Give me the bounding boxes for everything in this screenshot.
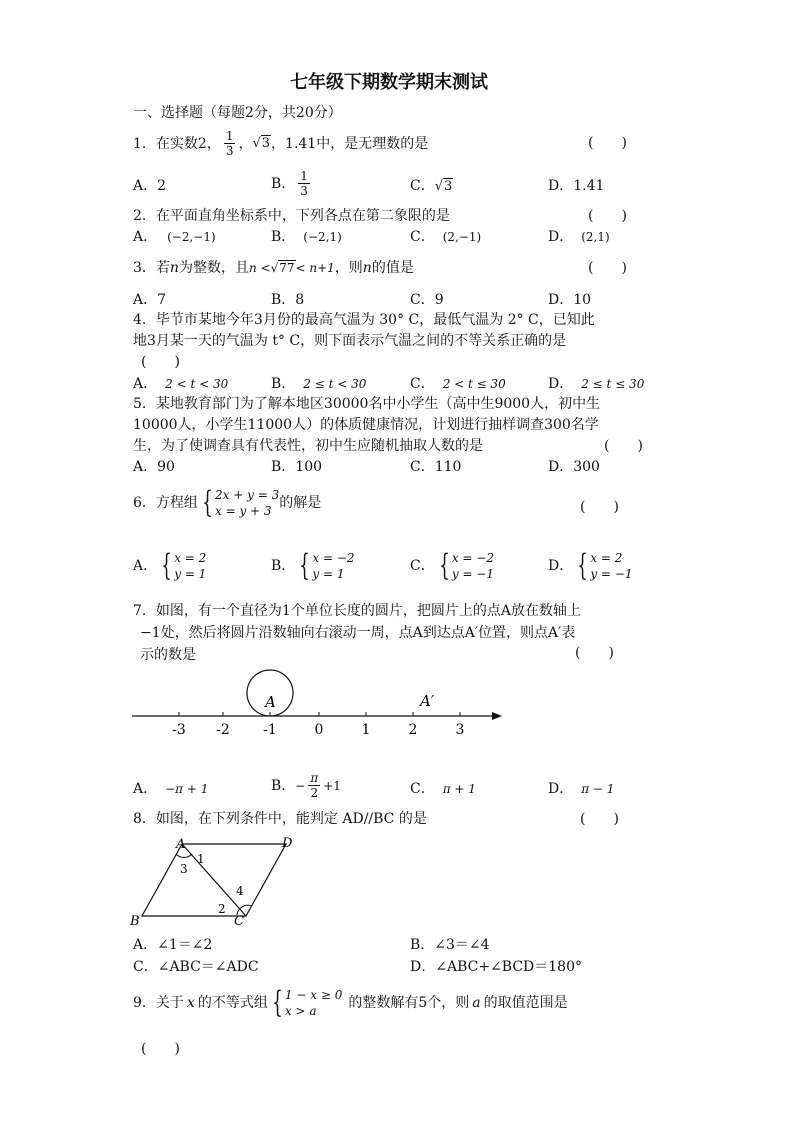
angle-1-label: 1 (197, 852, 205, 866)
option-c: C． π + 1 (410, 781, 476, 797)
option-b: B． − $\frac{\pi}{2}$ +1 (271, 771, 341, 800)
vertex-b-label: B (130, 914, 140, 929)
answer-paren: ( ) (588, 135, 627, 151)
answer-paren: ( ) (575, 645, 614, 661)
option-d: D．∠ABC+∠BCD＝180° (410, 959, 582, 975)
option-d: D．10 (548, 292, 592, 308)
vertex-c-label: C (234, 914, 244, 929)
question-3: 3．若 n 为整数，且 n < √77 < n+1 ，则 n 的值是 (133, 260, 414, 276)
option-d: D． π − 1 (548, 781, 615, 797)
option-b: B．∠3＝∠4 (410, 937, 490, 953)
tick-label: -3 (172, 722, 186, 738)
question-2: 2．在平面直角坐标系中，下列各点在第二象限的是 (133, 208, 450, 224)
option-b: B．100 (271, 459, 323, 475)
point-a-label: A (265, 693, 276, 711)
arrow-head-icon (492, 712, 502, 720)
question-5-line3: 生，为了使调查具有代表性，初中生应随机抽取人数的是 (133, 438, 483, 454)
option-a: A． −π + 1 (133, 781, 209, 797)
answer-paren: ( ) (588, 208, 627, 224)
question-7-line3: 示的数是 (140, 647, 196, 663)
page-title: 七年级下期数学期末测试 (290, 72, 488, 93)
option-a: A． 2 < t < 30 (133, 376, 229, 392)
option-d: D． 2 ≤ t ≤ 30 (548, 376, 645, 392)
number-line-figure (120, 662, 520, 742)
angle-arc-a (176, 854, 192, 857)
answer-paren: ( ) (604, 438, 643, 454)
point-a-prime-label: A′ (420, 692, 435, 710)
angle-2-label: 2 (218, 902, 226, 916)
equation-system: { 2x + y = 3 x = y + 3 (202, 485, 280, 520)
answer-paren: ( ) (580, 499, 619, 515)
inequality-system: { 1 − x ≥ 0 x > a (272, 985, 343, 1020)
angle-4-label: 4 (236, 884, 244, 898)
option-a: A． (−2,−1) (133, 229, 216, 245)
answer-paren: ( ) (141, 354, 180, 370)
option-a: A．90 (133, 459, 175, 475)
option-c: C．∠ABC＝∠ADC (133, 959, 259, 975)
question-7-line1: 7．如图，有一个直径为1个单位长度的圆片，把圆片上的点A放在数轴上 (133, 603, 581, 619)
option-a: A．∠1＝∠2 (133, 937, 213, 953)
option-d: D． (2,1) (548, 229, 610, 245)
tick-label: 0 (314, 722, 324, 738)
tick-label: -2 (216, 722, 230, 738)
question-7-line2: −1处，然后将圆片沿数轴向右滚动一周，点A到达点A′位置，则点A′表 (140, 625, 576, 641)
option-c: C． { x = −2 y = −1 (410, 548, 494, 583)
option-a: A．7 (133, 292, 167, 308)
tick-label: 1 (361, 722, 371, 738)
question-6: 6．方程组 { 2x + y = 3 x = y + 3 的解是 (133, 485, 322, 520)
option-c: C．9 (410, 292, 444, 308)
tick-label: 3 (455, 722, 465, 738)
answer-paren: ( ) (141, 1041, 180, 1057)
option-b: B．8 (271, 292, 305, 308)
question-8: 8．如图，在下列条件中，能判定 AD//BC 的是 (133, 811, 427, 827)
question-9: 9．关于 x 的不等式组 { 1 − x ≥ 0 x > a 的整数解有5个，则 a 的取值范围是 (133, 985, 568, 1020)
question-4-line1: 4．毕节市某地今年3月份的最高气温为 30° C，最低气温为 2° C，已知此 (133, 312, 595, 328)
option-b: B． { x = −2 y = 1 (271, 548, 355, 583)
option-d: D．1.41 (548, 178, 605, 194)
vertex-a-label: A (176, 837, 186, 852)
question-5-line2: 10000人，小学生11000人）的体质健康情况，计划进行抽样调查300名学 (133, 417, 599, 433)
question-5-line1: 5．某地教育部门为了解本地区30000名中小学生（高中生9000人，初中生 (133, 396, 601, 412)
option-c: C．√3 (410, 178, 453, 194)
answer-paren: ( ) (580, 811, 619, 827)
answer-paren: ( ) (588, 260, 627, 276)
option-a: A． { x = 2 y = 1 (133, 548, 207, 583)
question-4-line2: 地3月某一天的气温为 t° C，则下面表示气温之间的不等关系正确的是 (133, 333, 567, 349)
question-1: 1．在实数2， $\frac{1}{3}$ ， √3 ，1.41中，是无理数的是 (133, 129, 429, 158)
angle-3-label: 3 (180, 862, 188, 876)
option-d: D．300 (548, 459, 600, 475)
option-b: B． 2 ≤ t < 30 (271, 376, 367, 392)
option-c: C． 2 < t ≤ 30 (410, 376, 506, 392)
option-b: B． (−2,1) (271, 229, 342, 245)
option-d: D． { x = 2 y = −1 (548, 548, 633, 583)
vertex-d-label: D (282, 836, 293, 851)
tick-label: -1 (263, 722, 277, 738)
option-a: A．2 (133, 178, 167, 194)
tick-label: 2 (408, 722, 418, 738)
option-b: B． $\frac{1}{3}$ (271, 169, 308, 198)
sqrt-expression: √3 (252, 136, 271, 151)
fraction: $\frac{1}{3}$ (225, 129, 234, 158)
option-c: C． (2,−1) (410, 229, 482, 245)
section-heading: 一、选择题（每题2分，共20分） (133, 105, 342, 121)
parallelogram-figure (128, 832, 308, 930)
option-c: C．110 (410, 459, 462, 475)
